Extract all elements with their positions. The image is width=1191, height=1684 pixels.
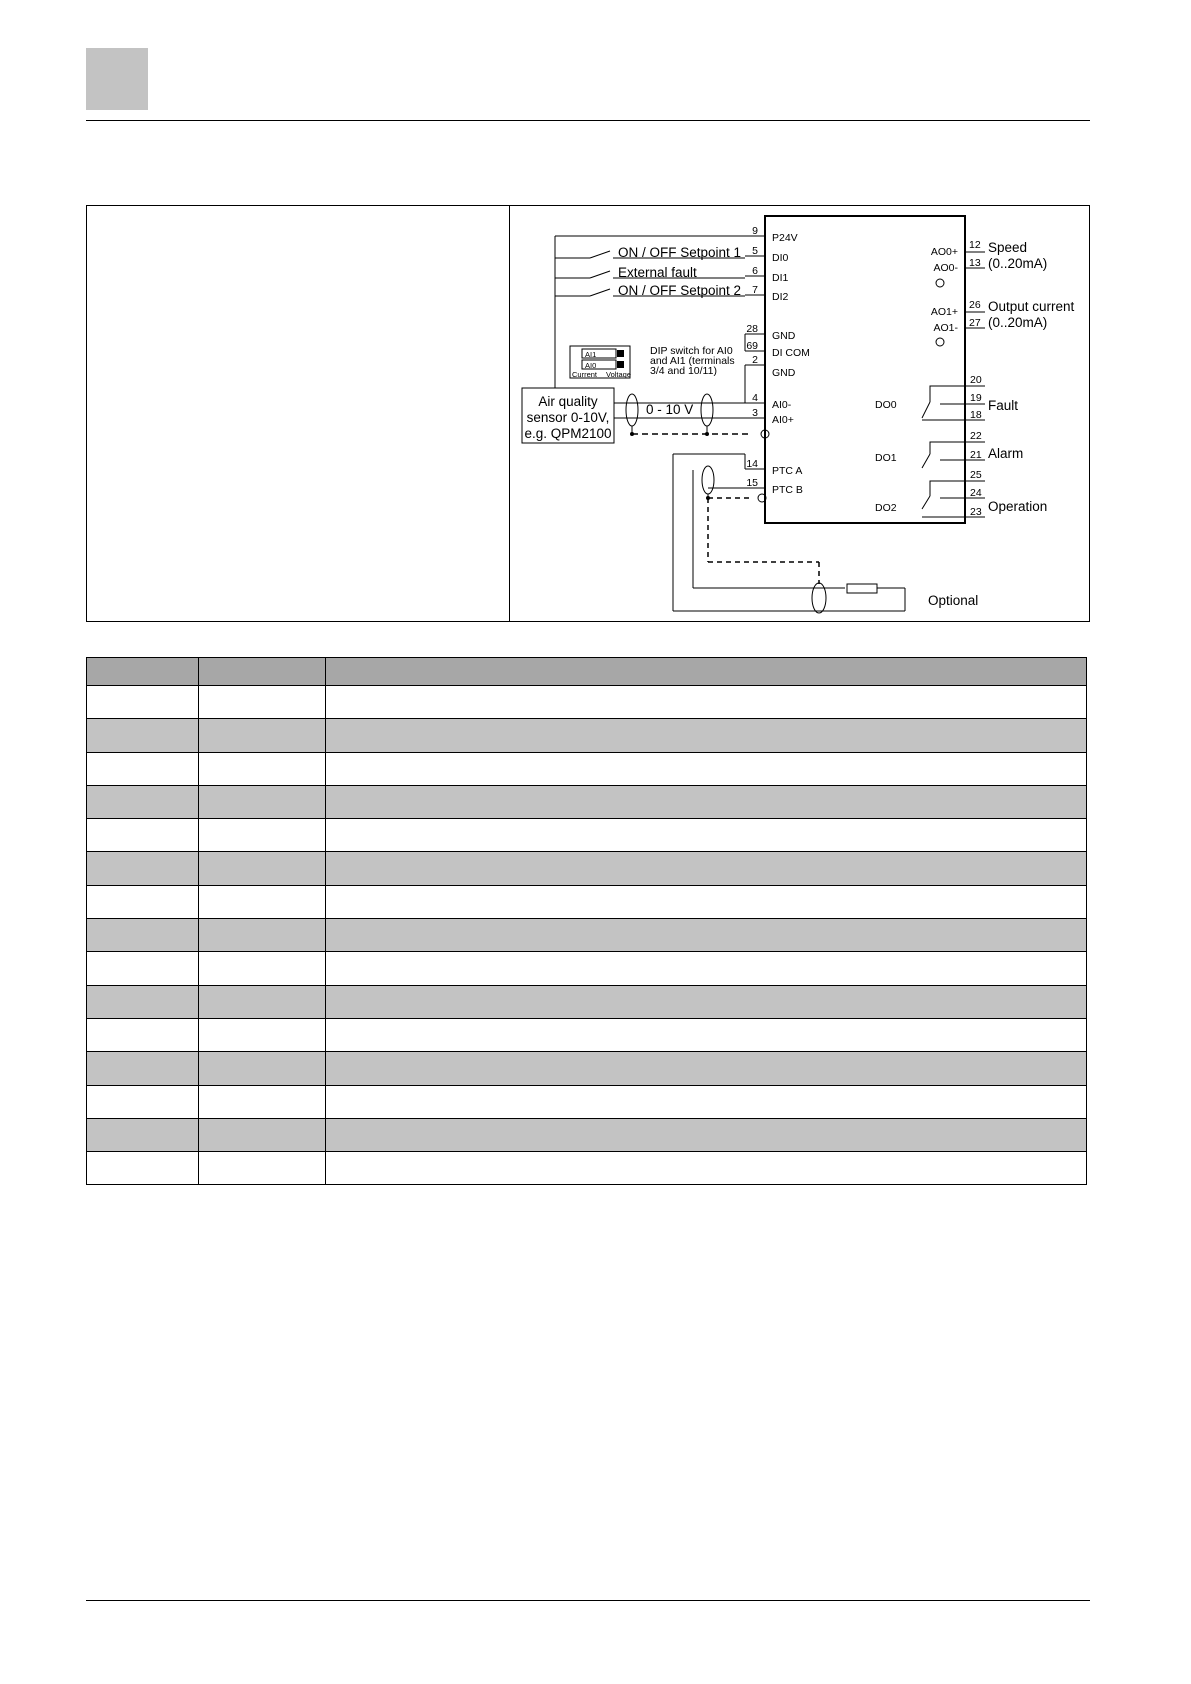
terminal-name-ai0-minus: AI0- [772,399,792,411]
terminal-name-ai0-plus: AI0+ [772,414,794,426]
ao1-plus-label: AO1+ [930,306,958,318]
table-header-row [87,658,1087,686]
table-row [87,785,1087,818]
terminal-name-di2: DI2 [772,291,789,303]
table-header-cell [326,658,1087,686]
dip-row-ai1: AI1 [585,350,597,359]
terminal-num-27: 27 [969,317,981,329]
dip-note-2: and AI1 (terminals [650,355,735,367]
terminal-num-6: 6 [752,265,758,277]
wiring-figure-frame [86,205,1090,622]
ao0-plus-label: AO0+ [930,246,958,258]
terminal-num-22: 22 [970,430,982,442]
sensor-line-1: Air quality [538,394,598,409]
output-alarm-label: Alarm [988,446,1024,461]
label-setpoint-2: ON / OFF Setpoint 2 [618,283,742,298]
terminal-num-18: 18 [970,409,982,421]
table-row [87,1052,1087,1085]
terminal-num-15: 15 [746,477,758,489]
terminal-name-ptc-b: PTC B [772,484,803,496]
table-row [87,719,1087,752]
output-current-range: (0..20mA) [988,315,1048,330]
terminal-num-4: 4 [752,392,758,404]
terminal-num-7: 7 [752,284,758,296]
dip-note-1: DIP switch for AI0 [650,345,733,357]
terminal-num-24: 24 [970,487,982,499]
do0-label: DO0 [875,399,897,411]
table-row [87,1118,1087,1151]
output-current-label: Output current [988,299,1075,314]
terminal-num-12: 12 [969,239,981,251]
table-row [87,1018,1087,1051]
terminal-num-28: 28 [746,323,758,335]
terminal-num-5: 5 [752,245,758,257]
terminal-num-69: 69 [746,340,758,352]
ao1-minus-label: AO1- [933,322,958,334]
table-header-cell [87,658,199,686]
terminal-num-9: 9 [752,225,758,237]
terminal-num-2: 2 [752,354,758,366]
terminal-num-20: 20 [970,374,982,386]
table-row [87,819,1087,852]
header-rule [86,120,1090,121]
footer-rule [86,1600,1090,1601]
do2-label: DO2 [875,502,897,514]
sensor-line-3: e.g. QPM2100 [524,426,612,441]
terminal-num-14: 14 [746,458,758,470]
terminal-num-25: 25 [970,469,982,481]
terminal-num-19: 19 [970,392,982,404]
table-row [87,985,1087,1018]
wiring-diagram-panel [510,206,1089,621]
table-row [87,852,1087,885]
sensor-line-2: sensor 0-10V, [526,410,610,425]
optional-label: Optional [928,593,979,608]
terminal-num-26: 26 [969,299,981,311]
terminal-num-3: 3 [752,407,758,419]
table-row [87,885,1087,918]
terminal-name-ptc-a: PTC A [772,465,803,477]
table-header-cell [199,658,326,686]
terminal-name-di0: DI0 [772,252,789,264]
table-row [87,1152,1087,1185]
terminal-num-23: 23 [970,506,982,518]
terminal-num-21: 21 [970,449,982,461]
terminal-name-gnd-2: GND [772,367,796,379]
table-row [87,1085,1087,1118]
output-operation-label: Operation [988,499,1048,514]
terminal-name-gnd-28: GND [772,330,796,342]
output-speed-range: (0..20mA) [988,256,1048,271]
output-speed-label: Speed [988,240,1028,255]
ao0-minus-label: AO0- [933,262,958,274]
table-row [87,752,1087,785]
dip-row-ai0: AI0 [585,361,597,370]
terminal-name-p24v: P24V [772,232,798,244]
label-external-fault: External fault [618,265,697,280]
terminal-name-di1: DI1 [772,272,789,284]
dip-current-label: Current [572,370,598,379]
wiring-diagram [510,206,1090,621]
parameter-table [86,657,1087,1185]
terminal-num-13: 13 [969,257,981,269]
dip-voltage-label: Voltage [606,370,632,379]
table-row [87,919,1087,952]
do1-label: DO1 [875,452,897,464]
output-fault-label: Fault [988,398,1019,413]
dip-note-3: 3/4 and 10/11) [650,365,717,377]
table-row [87,952,1087,985]
terminal-name-di-com: DI COM [772,347,810,359]
signal-range-label: 0 - 10 V [646,402,694,417]
chapter-marker-block [86,48,148,110]
figure-left-panel [87,206,510,621]
label-setpoint-1: ON / OFF Setpoint 1 [618,245,742,260]
table-row [87,686,1087,719]
